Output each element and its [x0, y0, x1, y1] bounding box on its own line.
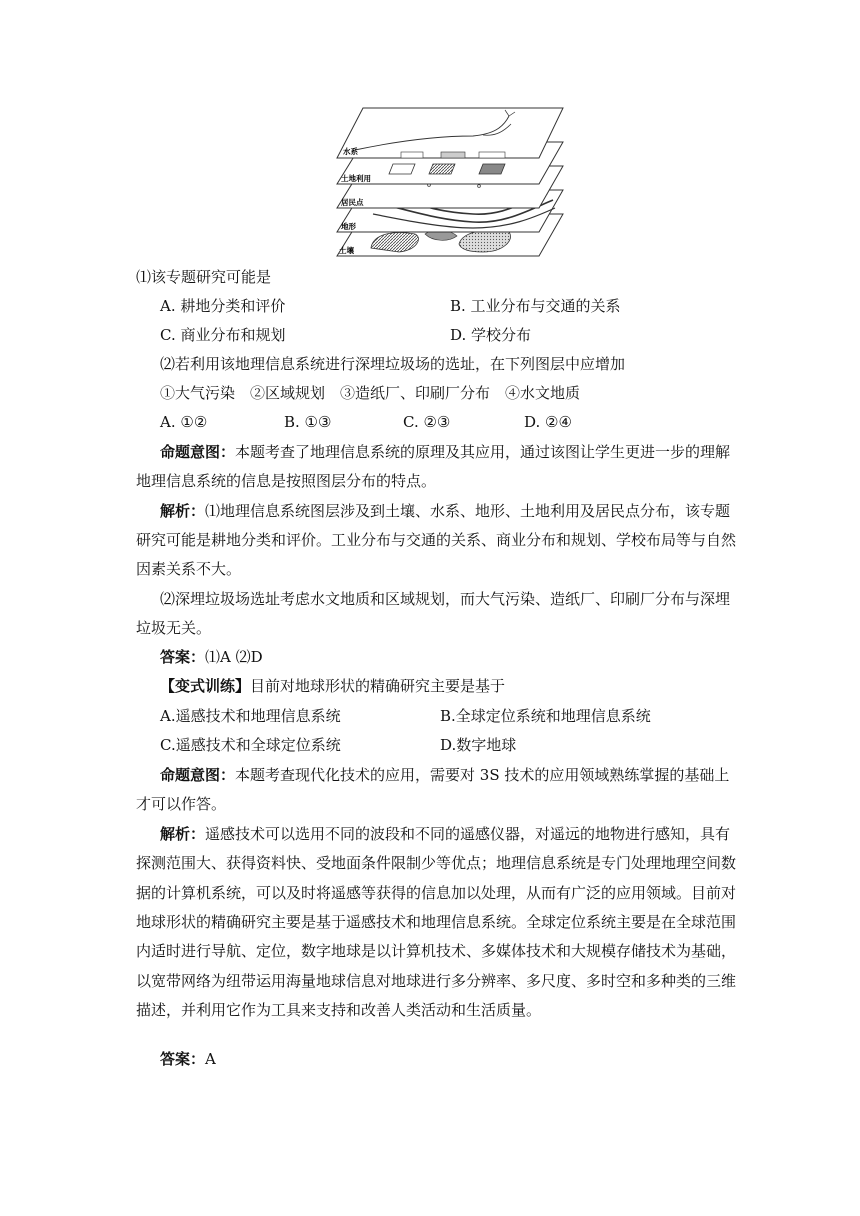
q2-option-a: A. ①②: [160, 413, 208, 431]
variant-option-c: C.遥感技术和全球定位系统: [160, 736, 341, 754]
q1-option-d: D. 学校分布: [450, 326, 532, 344]
variant-option-d: D.数字地球: [440, 736, 517, 754]
answer1: 答案：⑴A ⑵D: [160, 648, 263, 666]
analysis2-line4: 地球形状的精确研究主要是基于遥感技术和地理信息系统。全球定位系统主要是在全球范围: [136, 913, 737, 931]
layer-label-soil: 土壤: [339, 246, 354, 255]
analysis2-line1: 解析：遥感技术可以选用不同的波段和不同的遥感仪器，对遥远的地物进行感知，具有: [160, 825, 731, 843]
analysis1-line1: 解析：⑴地理信息系统图层涉及到土壤、水系、地形、土地利用及居民点分布，该专题: [160, 502, 731, 520]
analysis1-label: 解析：: [160, 502, 206, 520]
q2-options: [160, 412, 760, 432]
layer-label-terrain: 地形: [341, 222, 356, 231]
intent1-line1: 命题意图：本题考查了地理信息系统的原理及其应用，通过该图让学生更进一步的理解: [160, 443, 731, 461]
q1-option-b: B. 工业分布与交通的关系: [450, 297, 621, 315]
variant-option-a: A.遥感技术和地理信息系统: [160, 707, 341, 725]
q2-items: ①大气污染 ②区域规划 ③造纸厂、印刷厂分布 ④水文地质: [160, 384, 581, 402]
intent2-label: 命题意图：: [160, 766, 236, 784]
variant-option-b: B.全球定位系统和地理信息系统: [440, 707, 651, 725]
analysis2-line6: 以宽带网络为纽带运用海量地球信息对地球进行多分辨率、多尺度、多时空和多种类的三维: [136, 972, 737, 990]
layer-label-water: 水系: [343, 147, 358, 156]
analysis1-line4: ⑵深埋垃圾场选址考虑水文地质和区域规划，而大气污染、造纸厂、印刷厂分布与深埋: [160, 590, 731, 608]
q1-option-c: C. 商业分布和规划: [160, 326, 286, 344]
variant-options-row1: [160, 706, 760, 726]
intent1-label: 命题意图：: [160, 443, 236, 461]
answer2-label: 答案：: [160, 1050, 206, 1068]
q2-option-c: C. ②③: [403, 413, 451, 431]
q1-options-row2: [160, 325, 760, 345]
analysis2-line7: 描述，并利用它作为工具来支持和改善人类活动和生活质量。: [136, 1001, 542, 1019]
variant-stem-line: 【变式训练】目前对地球形状的精确研究主要是基于: [160, 677, 506, 695]
layer-label-land-use: 土地利用: [341, 174, 371, 183]
analysis2-label: 解析：: [160, 825, 206, 843]
answer2: 答案：A: [160, 1050, 216, 1068]
analysis1-line2: 研究可能是耕地分类和评价。工业分布与交通的关系、商业分布和规划、学校布局等与自然: [136, 531, 737, 549]
intent2-line1: 命题意图：本题考查现代化技术的应用，需要对 3S 技术的应用领域熟练掌握的基础上: [160, 766, 730, 784]
q1-option-a: A. 耕地分类和评价: [160, 297, 286, 315]
analysis2-line3: 据的计算机系统，可以及时将遥感等获得的信息加以处理，从而有广泛的应用领域。目前对: [136, 884, 737, 902]
answer1-label: 答案：: [160, 648, 206, 666]
q1-options-row1: [160, 296, 760, 316]
q2-stem: ⑵若利用该地理信息系统进行深埋垃圾场的选址，在下列图层中应增加: [160, 355, 626, 373]
intent2-line2: 才可以作答。: [136, 795, 227, 813]
water-system-layer: [337, 108, 563, 158]
analysis1-line3: 因素关系不大。: [136, 560, 242, 578]
gis-layers-figure: [333, 106, 569, 258]
q1-stem: ⑴该专题研究可能是: [136, 268, 272, 286]
variant-label: 【变式训练】: [160, 677, 251, 695]
q2-option-d: D. ②④: [524, 413, 572, 431]
analysis1-line5: 垃圾无关。: [136, 619, 212, 637]
layer-label-settlement: 居民点: [341, 198, 364, 207]
analysis2-line2: 探测范围大、获得资料快、受地面条件限制少等优点；地理信息系统是专门处理地理空间数: [136, 854, 737, 872]
variant-options-row2: [160, 735, 760, 755]
intent1-line2: 地理信息系统的信息是按照图层分布的特点。: [136, 472, 437, 490]
q2-option-b: B. ①③: [284, 413, 332, 431]
analysis2-line5: 内适时进行导航、定位，数字地球是以计算机技术、多媒体技术和大规模存储技术为基础，: [136, 942, 737, 960]
